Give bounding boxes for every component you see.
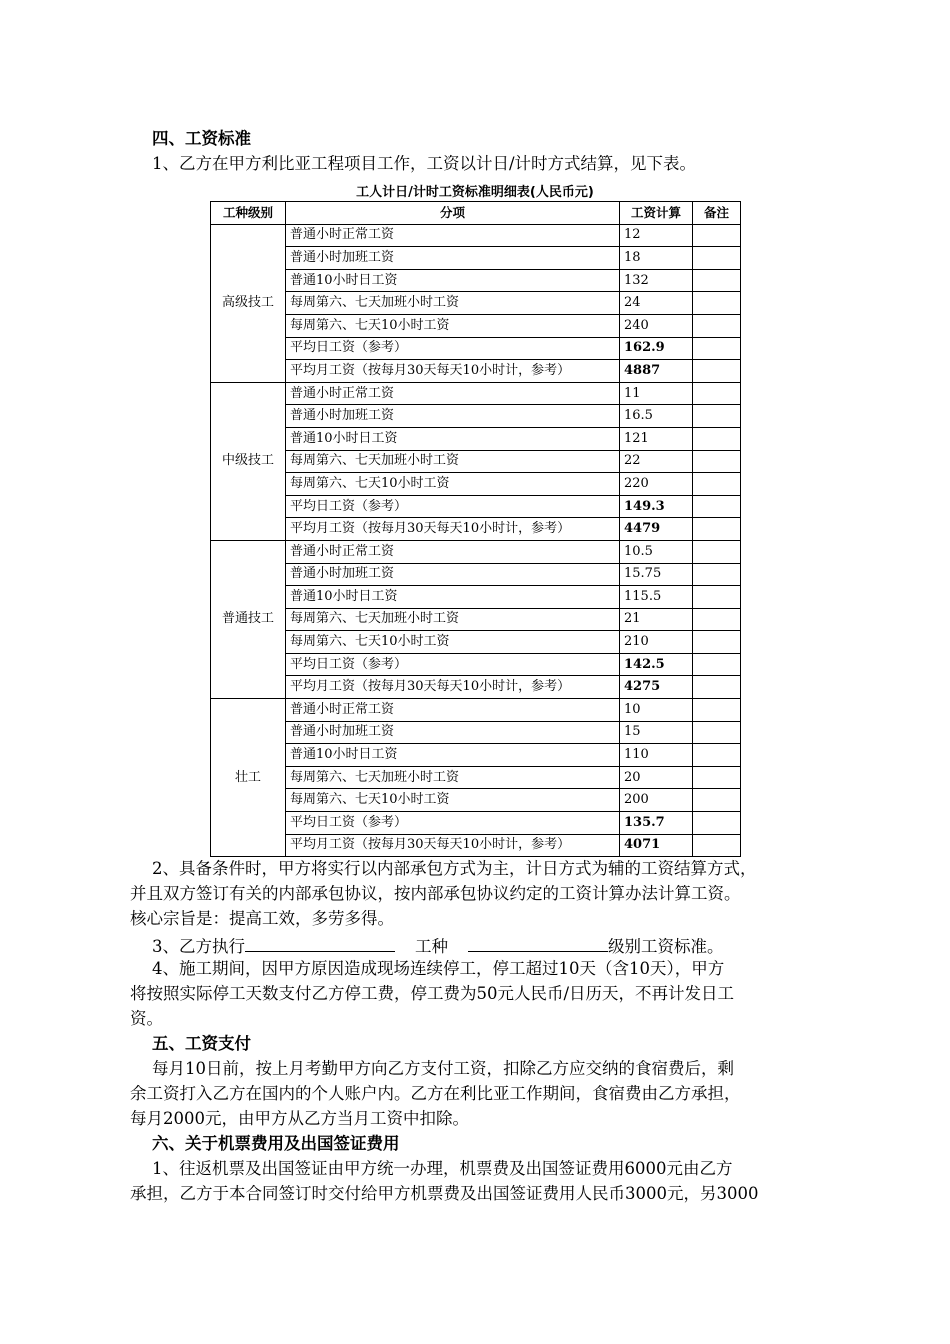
table-caption: 工人计日/计时工资标准明细表(人民币元) (356, 185, 594, 200)
table-row (211, 224, 741, 247)
remarks-cell (693, 812, 741, 835)
section-4-paragraph-2-line-3: 核心宗旨是：提高工效，多劳多得。 (130, 909, 394, 928)
remarks-cell (693, 676, 741, 699)
table-row (211, 518, 741, 541)
table-row (211, 473, 741, 496)
table-row (211, 292, 741, 315)
wage-cell: 4071 (620, 834, 693, 857)
remarks-cell (693, 450, 741, 473)
remarks-cell (693, 427, 741, 450)
item-cell: 每周第六、七天加班小时工资 (286, 450, 620, 473)
table-header-row (211, 202, 741, 225)
remarks-cell (693, 224, 741, 247)
item-cell: 每周第六、七天加班小时工资 (286, 292, 620, 315)
item-cell: 每周第六、七天10小时工资 (286, 314, 620, 337)
section-4-paragraph-2-line-1: 2、具备条件时，甲方将实行以内部承包方式为主，计日方式为辅的工资结算方式， (152, 859, 757, 878)
section-6-heading: 六、关于机票费用及出国签证费用 (152, 1134, 400, 1153)
remarks-cell (693, 495, 741, 518)
wage-cell: 15 (620, 721, 693, 744)
item-cell: 普通小时正常工资 (286, 699, 620, 722)
item-cell: 平均月工资（按每月30天每天10小时计，参考） (286, 518, 620, 541)
table-row (211, 563, 741, 586)
header-remarks: 备注 (693, 202, 741, 225)
table-row (211, 586, 741, 609)
item-cell: 普通小时加班工资 (286, 721, 620, 744)
wage-cell: 22 (620, 450, 693, 473)
section-4-paragraph-4-line-2: 将按照实际停工天数支付乙方停工费，停工费为50元人民币/日历天，不再计发日工 (130, 984, 735, 1003)
wage-cell: 10 (620, 699, 693, 722)
grade-cell: 中级技工 (211, 382, 286, 540)
remarks-cell (693, 382, 741, 405)
table-row (211, 337, 741, 360)
section-5-line-3: 每月2000元，由甲方从乙方当月工资中扣除。 (130, 1109, 469, 1128)
header-grade: 工种级别 (211, 202, 286, 225)
table-row (211, 247, 741, 270)
table-row (211, 608, 741, 631)
item-cell: 平均月工资（按每月30天每天10小时计，参考） (286, 834, 620, 857)
wage-cell: 220 (620, 473, 693, 496)
grade-cell: 普通技工 (211, 540, 286, 698)
table-row (211, 495, 741, 518)
item-cell: 普通10小时日工资 (286, 269, 620, 292)
remarks-cell (693, 405, 741, 428)
item-cell: 平均日工资（参考） (286, 495, 620, 518)
table-row (211, 699, 741, 722)
item-cell: 每周第六、七天10小时工资 (286, 631, 620, 654)
remarks-cell (693, 586, 741, 609)
wage-cell: 11 (620, 382, 693, 405)
section-6-line-1: 1、往返机票及出国签证由甲方统一办理，机票费及出国签证费用6000元由乙方 (152, 1159, 733, 1178)
wage-cell: 149.3 (620, 495, 693, 518)
item-cell: 普通小时加班工资 (286, 405, 620, 428)
wage-cell: 4887 (620, 360, 693, 383)
table-row (211, 382, 741, 405)
wage-cell: 121 (620, 427, 693, 450)
remarks-cell (693, 608, 741, 631)
remarks-cell (693, 789, 741, 812)
header-wage: 工资计算 (620, 202, 693, 225)
wage-cell: 16.5 (620, 405, 693, 428)
wage-cell: 12 (620, 224, 693, 247)
remarks-cell (693, 834, 741, 857)
item-cell: 普通小时正常工资 (286, 224, 620, 247)
section-5-heading: 五、工资支付 (152, 1034, 251, 1053)
wage-cell: 4275 (620, 676, 693, 699)
item-cell: 平均月工资（按每月30天每天10小时计，参考） (286, 676, 620, 699)
item-cell: 普通10小时日工资 (286, 427, 620, 450)
wage-cell: 132 (620, 269, 693, 292)
table-row (211, 540, 741, 563)
table-row (211, 450, 741, 473)
table-row (211, 653, 741, 676)
p3-prefix: 3、乙方执行 (152, 937, 245, 956)
wage-cell: 10.5 (620, 540, 693, 563)
remarks-cell (693, 269, 741, 292)
table-row (211, 744, 741, 767)
item-cell: 每周第六、七天加班小时工资 (286, 766, 620, 789)
item-cell: 每周第六、七天10小时工资 (286, 473, 620, 496)
wage-cell: 200 (620, 789, 693, 812)
remarks-cell (693, 473, 741, 496)
table-row (211, 789, 741, 812)
section-5-line-1: 每月10日前，按上月考勤甲方向乙方支付工资，扣除乙方应交纳的食宿费后，剩 (152, 1059, 734, 1078)
remarks-cell (693, 766, 741, 789)
wage-table-body (211, 224, 741, 857)
section-4-paragraph-1: 1、乙方在甲方利比亚工程项目工作，工资以计日/计时方式结算，见下表。 (152, 154, 697, 173)
grade-cell: 高级技工 (211, 224, 286, 382)
remarks-cell (693, 360, 741, 383)
table-row (211, 631, 741, 654)
item-cell: 普通小时加班工资 (286, 563, 620, 586)
section-4-paragraph-4-line-3: 资。 (130, 1009, 163, 1028)
item-cell: 普通小时加班工资 (286, 247, 620, 270)
item-cell: 平均日工资（参考） (286, 337, 620, 360)
item-cell: 平均月工资（按每月30天每天10小时计，参考） (286, 360, 620, 383)
wage-cell: 162.9 (620, 337, 693, 360)
remarks-cell (693, 337, 741, 360)
wage-cell: 20 (620, 766, 693, 789)
remarks-cell (693, 247, 741, 270)
table-row (211, 721, 741, 744)
wage-table (210, 201, 741, 857)
grade-blank-field[interactable] (468, 933, 608, 952)
wage-cell: 240 (620, 314, 693, 337)
remarks-cell (693, 744, 741, 767)
remarks-cell (693, 563, 741, 586)
header-item: 分项 (286, 202, 620, 225)
item-cell: 普通10小时日工资 (286, 744, 620, 767)
item-cell: 普通小时正常工资 (286, 382, 620, 405)
remarks-cell (693, 518, 741, 541)
wage-cell: 142.5 (620, 653, 693, 676)
grade-cell: 壮工 (211, 699, 286, 857)
table-row (211, 766, 741, 789)
section-4-paragraph-4-line-1: 4、施工期间，因甲方原因造成现场连续停工，停工超过10天（含10天），甲方 (152, 959, 725, 978)
wage-cell: 110 (620, 744, 693, 767)
item-cell: 平均日工资（参考） (286, 653, 620, 676)
remarks-cell (693, 314, 741, 337)
p3-trade-label: 工种 (415, 937, 448, 956)
remarks-cell (693, 721, 741, 744)
table-row (211, 676, 741, 699)
remarks-cell (693, 653, 741, 676)
wage-cell: 4479 (620, 518, 693, 541)
section-4-paragraph-2-line-2: 并且双方签订有关的内部承包协议，按内部承包协议约定的工资计算办法计算工资。 (130, 884, 741, 903)
remarks-cell (693, 292, 741, 315)
wage-cell: 18 (620, 247, 693, 270)
section-6-line-2: 承担，乙方于本合同签订时交付给甲方机票费及出国签证费用人民币3000元，另3000 (130, 1184, 759, 1203)
item-cell: 普通10小时日工资 (286, 586, 620, 609)
wage-cell: 15.75 (620, 563, 693, 586)
wage-cell: 210 (620, 631, 693, 654)
table-row (211, 834, 741, 857)
item-cell: 每周第六、七天10小时工资 (286, 789, 620, 812)
table-row (211, 427, 741, 450)
wage-cell: 24 (620, 292, 693, 315)
remarks-cell (693, 540, 741, 563)
wage-cell: 135.7 (620, 812, 693, 835)
section-5-line-2: 余工资打入乙方在国内的个人账户内。乙方在利比亚工作期间，食宿费由乙方承担， (130, 1084, 741, 1103)
section-4-heading: 四、工资标准 (152, 129, 251, 148)
section-4-paragraph-3 (130, 933, 864, 958)
table-row (211, 405, 741, 428)
trade-blank-field[interactable] (245, 933, 395, 952)
wage-cell: 115.5 (620, 586, 693, 609)
table-row (211, 269, 741, 292)
table-row (211, 812, 741, 835)
remarks-cell (693, 699, 741, 722)
item-cell: 每周第六、七天加班小时工资 (286, 608, 620, 631)
wage-cell: 21 (620, 608, 693, 631)
table-row (211, 360, 741, 383)
item-cell: 普通小时正常工资 (286, 540, 620, 563)
table-row (211, 314, 741, 337)
p3-suffix: 级别工资标准。 (608, 937, 724, 956)
item-cell: 平均日工资（参考） (286, 812, 620, 835)
remarks-cell (693, 631, 741, 654)
